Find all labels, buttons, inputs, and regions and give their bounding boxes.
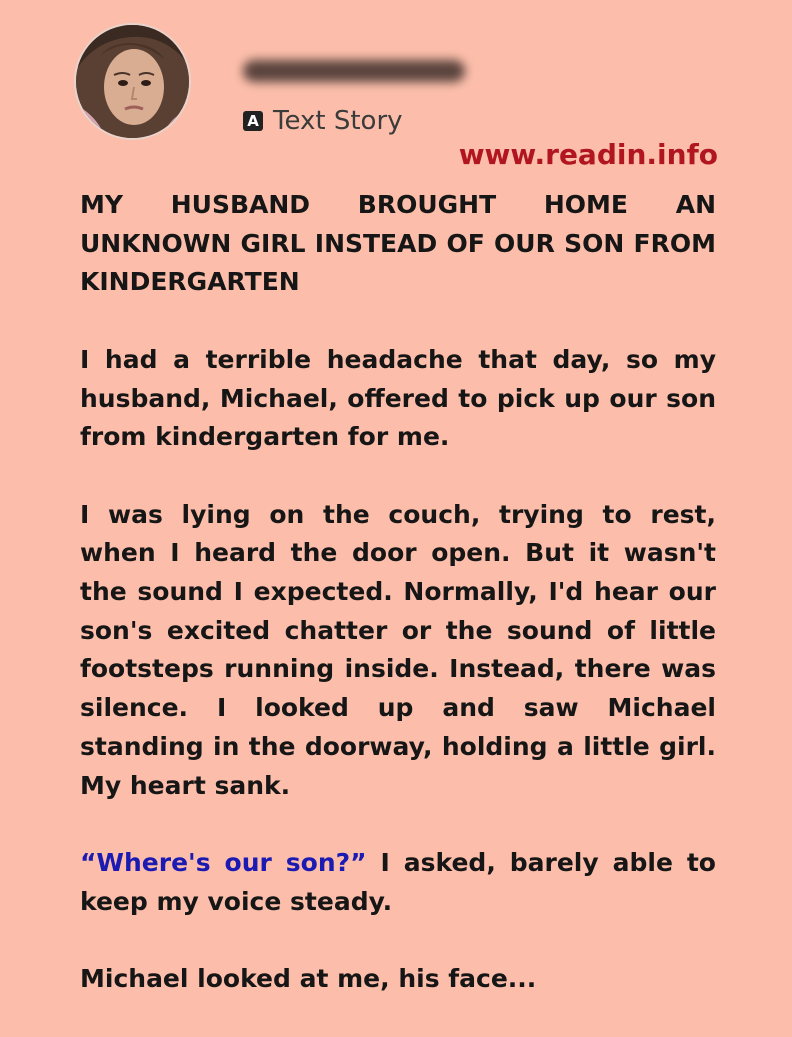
story-title: MY HUSBAND BROUGHT HOME AN UNKNOWN GIRL INSTEAD OF OUR SON FROM KINDERGARTEN [80, 190, 716, 297]
paragraph-1: I had a terrible headache that day, so my husband, Michael, offered to pick up our son from kindergarten for me. [80, 344, 716, 452]
paragraph-3 [80, 844, 716, 921]
paragraph-3-rest: I asked, barely able to keep my voice steady. [80, 847, 716, 916]
author-avatar[interactable] [76, 25, 189, 138]
author-name-blurred [243, 60, 465, 82]
story-type [243, 106, 403, 136]
dialogue-quote: “Where's our son?” [80, 847, 367, 877]
paragraph-4: Michael looked at me, his face... [80, 964, 537, 993]
text-a-icon: A [243, 111, 263, 131]
paragraph-2: I was lying on the couch, trying to rest, when I heard the door open. But it wasn't the sound I expected. Normally, I'd hear our son's excited chatter or the sound of little footsteps running inside. Instead, there was silence. I looked up and saw Michael standing in the doorway, holding a little girl. My heart sank. [80, 499, 716, 800]
avatar-photo [76, 25, 189, 138]
story-body [80, 186, 716, 1037]
story-type-label: Text Story [273, 106, 403, 136]
site-link[interactable]: www.readin.info [458, 138, 718, 171]
